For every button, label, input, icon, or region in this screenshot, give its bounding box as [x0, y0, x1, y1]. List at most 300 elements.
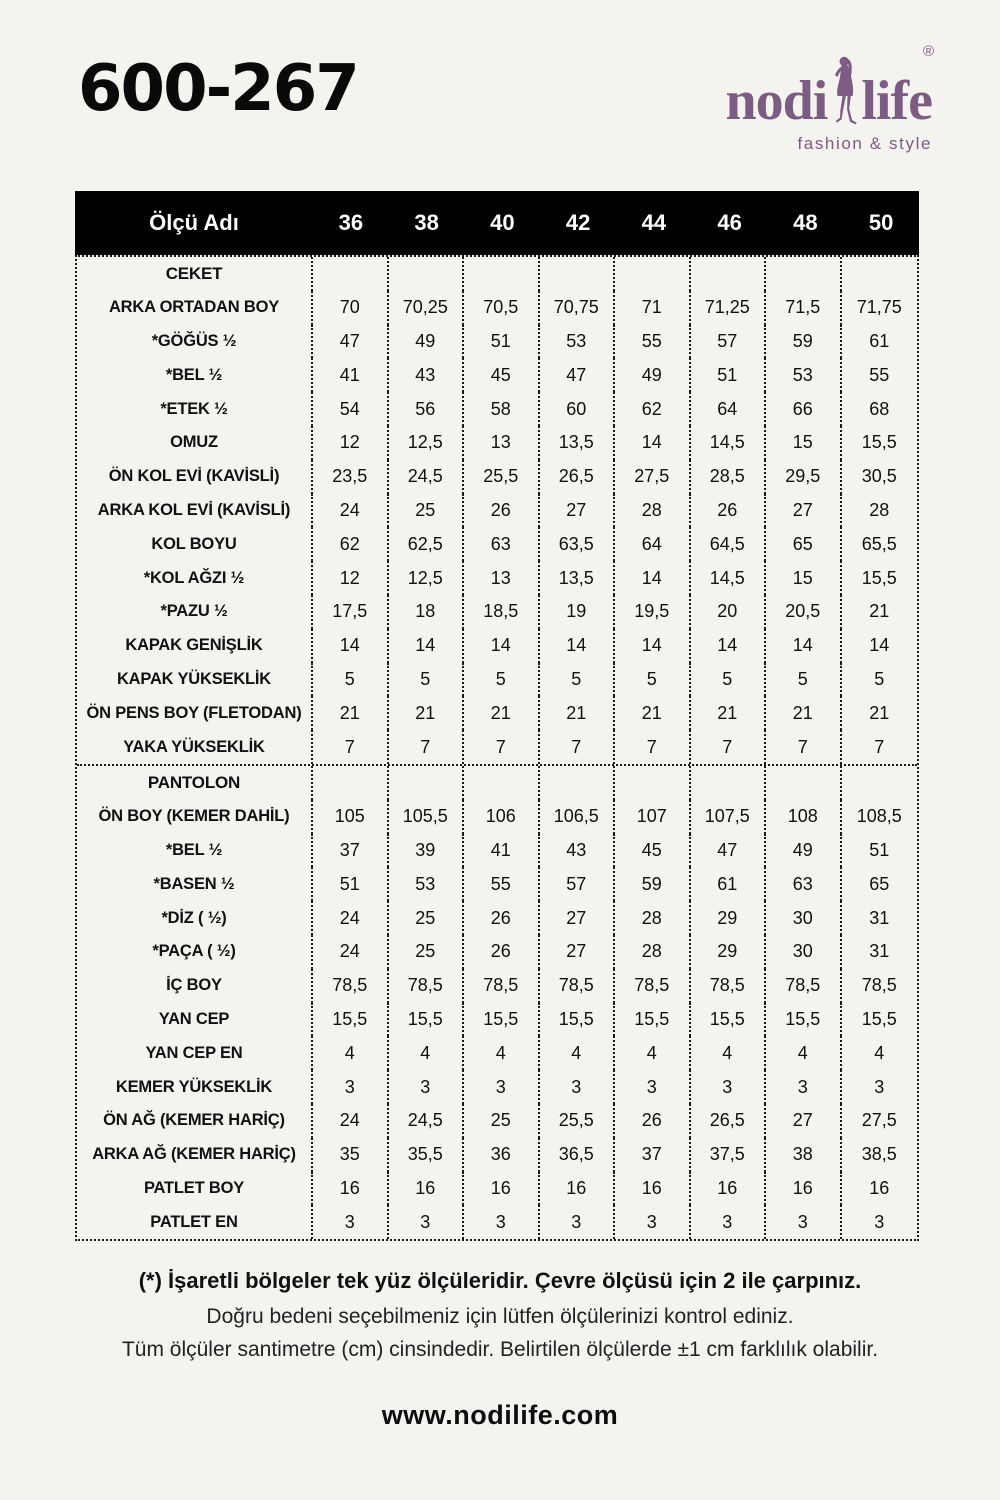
cell-value: 7	[464, 730, 540, 764]
cell-value: 4	[389, 1036, 465, 1070]
row-label: KEMER YÜKSEKLİK	[77, 1070, 313, 1104]
cell-value: 37	[313, 834, 389, 868]
cell-value: 16	[464, 1172, 540, 1206]
measurement-notes	[0, 1268, 1000, 1362]
cell-value: 15,5	[389, 1003, 465, 1037]
cell-value: 36	[464, 1138, 540, 1172]
cell-value: 65,5	[861, 533, 897, 554]
cell-value: 15,5	[540, 1003, 616, 1037]
cell-value: 71,25	[691, 291, 767, 325]
table-row	[77, 1205, 917, 1239]
cell-value: 108,5	[856, 806, 902, 827]
cell-value: 28,5	[691, 460, 767, 494]
cell-value: 28	[615, 494, 691, 528]
cell-value: 55	[869, 364, 890, 385]
row-label: ÖN BOY (KEMER DAHİL)	[77, 800, 313, 834]
cell-value: 3	[389, 1205, 465, 1239]
cell-value: 71,75	[856, 297, 902, 318]
empty-cell	[691, 766, 767, 800]
cell-value: 21	[869, 601, 890, 622]
cell-value: 30,5	[861, 466, 897, 487]
cell-value: 25,5	[540, 1104, 616, 1138]
cell-value: 105	[313, 800, 389, 834]
cell-value: 14	[313, 629, 389, 663]
cell-value: 27	[766, 1104, 842, 1138]
cell-value: 4	[691, 1036, 767, 1070]
woman-silhouette-icon	[830, 55, 860, 127]
cell-value: 108	[766, 800, 842, 834]
row-label: *ETEK ½	[77, 392, 313, 426]
empty-cell	[389, 257, 465, 291]
cell-value: 14	[691, 629, 767, 663]
cell-value: 3	[766, 1070, 842, 1104]
table-header-row	[75, 191, 919, 255]
cell-value: 30	[766, 935, 842, 969]
cell-value: 21	[464, 696, 540, 730]
row-label: *PAÇA ( ½)	[77, 935, 313, 969]
section-title-row	[77, 766, 917, 800]
cell-value: 63	[766, 867, 842, 901]
cell-value: 13,5	[540, 426, 616, 460]
empty-cell	[389, 766, 465, 800]
table-row	[77, 392, 917, 426]
cell-value: 41	[313, 358, 389, 392]
cell-value: 41	[464, 834, 540, 868]
cell-value: 17,5	[313, 595, 389, 629]
cell-value: 5	[313, 663, 389, 697]
cell-value: 7	[766, 730, 842, 764]
cell-value: 38,5	[861, 1144, 897, 1165]
logo-tagline: fashion & style	[797, 134, 932, 153]
row-label: PATLET BOY	[77, 1172, 313, 1206]
table-row	[77, 867, 917, 901]
empty-cell	[464, 257, 540, 291]
cell-value: 21	[615, 696, 691, 730]
cell-value: 35	[313, 1138, 389, 1172]
cell-value: 26	[464, 901, 540, 935]
cell-value: 107,5	[691, 800, 767, 834]
cell-value: 56	[389, 392, 465, 426]
cell-value: 21	[540, 696, 616, 730]
cell-value: 63	[464, 527, 540, 561]
cell-value: 16	[389, 1172, 465, 1206]
cell-value: 78,5	[615, 969, 691, 1003]
table-section-pantolon	[77, 764, 917, 1239]
cell-value: 20,5	[766, 595, 842, 629]
cell-value: 107	[615, 800, 691, 834]
note-units: Tüm ölçüler santimetre (cm) cinsindedir. Belirtilen ölçülerde ±1 cm farklılık olabilir.	[121, 1338, 879, 1361]
cell-value: 3	[540, 1205, 616, 1239]
section-title-label: CEKET	[77, 257, 313, 291]
table-row	[77, 291, 917, 325]
cell-value: 39	[389, 834, 465, 868]
note-check-measurements: Doğru bedeni seçebilmeniz için lütfen ölçülerinizi kontrol ediniz.	[206, 1305, 794, 1328]
cell-value: 5	[615, 663, 691, 697]
cell-value: 70,25	[389, 291, 465, 325]
cell-value: 4	[874, 1042, 885, 1063]
cell-value: 26,5	[691, 1104, 767, 1138]
table-row	[77, 663, 917, 697]
table-row	[77, 629, 917, 663]
cell-value: 15,5	[766, 1003, 842, 1037]
cell-value: 26	[691, 494, 767, 528]
cell-value: 16	[540, 1172, 616, 1206]
cell-value: 29	[691, 901, 767, 935]
cell-value: 36,5	[540, 1138, 616, 1172]
cell-value: 18	[389, 595, 465, 629]
cell-value: 53	[766, 358, 842, 392]
cell-value: 21	[389, 696, 465, 730]
cell-value: 78,5	[313, 969, 389, 1003]
empty-cell	[313, 766, 389, 800]
cell-value: 65	[869, 873, 890, 894]
cell-value: 24	[313, 1104, 389, 1138]
logo-text-life: life	[861, 70, 932, 133]
cell-value: 70,5	[464, 291, 540, 325]
cell-value: 3	[615, 1205, 691, 1239]
table-row	[77, 969, 917, 1003]
cell-value: 28	[615, 901, 691, 935]
cell-value: 14	[464, 629, 540, 663]
table-row	[77, 901, 917, 935]
cell-value: 25	[389, 935, 465, 969]
cell-value: 68	[869, 398, 890, 419]
cell-value: 70	[313, 291, 389, 325]
cell-value: 62,5	[389, 527, 465, 561]
cell-value: 4	[464, 1036, 540, 1070]
cell-value: 5	[389, 663, 465, 697]
cell-value: 13	[464, 426, 540, 460]
row-label: KAPAK GENİŞLİK	[77, 629, 313, 663]
cell-value: 70,75	[540, 291, 616, 325]
table-row	[77, 527, 917, 561]
product-code-title: 600-267	[78, 52, 358, 126]
section-title-label: PANTOLON	[77, 766, 313, 800]
cell-value: 49	[389, 325, 465, 359]
cell-value: 61	[869, 330, 890, 351]
cell-value: 3	[540, 1070, 616, 1104]
cell-value: 106,5	[540, 800, 616, 834]
cell-value: 25	[464, 1104, 540, 1138]
cell-value: 5	[766, 663, 842, 697]
row-label: YAN CEP EN	[77, 1036, 313, 1070]
table-row	[77, 1138, 917, 1172]
cell-value: 55	[615, 325, 691, 359]
cell-value: 7	[691, 730, 767, 764]
cell-value: 53	[389, 867, 465, 901]
cell-value: 53	[540, 325, 616, 359]
cell-value: 57	[540, 867, 616, 901]
cell-value: 23,5	[313, 460, 389, 494]
note-asterisk: (*) İşaretli bölgeler tek yüz ölçüleridir. Çevre ölçüsü için 2 ile çarpınız.	[138, 1268, 862, 1293]
cell-value: 3	[464, 1205, 540, 1239]
section-title-row	[77, 257, 917, 291]
cell-value: 24	[313, 935, 389, 969]
cell-value: 71	[615, 291, 691, 325]
header-size-44: 44	[641, 210, 667, 235]
cell-value: 64	[691, 392, 767, 426]
cell-value: 14,5	[691, 426, 767, 460]
cell-value: 78,5	[464, 969, 540, 1003]
row-label: ARKA ORTADAN BOY	[77, 291, 313, 325]
empty-cell	[766, 257, 842, 291]
cell-value: 58	[464, 392, 540, 426]
cell-value: 27,5	[615, 460, 691, 494]
empty-cell	[766, 766, 842, 800]
cell-value: 64,5	[691, 527, 767, 561]
cell-value: 15,5	[861, 567, 897, 588]
cell-value: 78,5	[861, 975, 897, 996]
cell-value: 3	[389, 1070, 465, 1104]
cell-value: 24	[313, 901, 389, 935]
table-row	[77, 358, 917, 392]
cell-value: 19	[540, 595, 616, 629]
cell-value: 7	[540, 730, 616, 764]
table-row	[77, 1172, 917, 1206]
size-chart-table	[75, 191, 919, 1241]
row-label: *PAZU ½	[77, 595, 313, 629]
cell-value: 15,5	[861, 1008, 897, 1029]
cell-value: 25	[389, 901, 465, 935]
cell-value: 37,5	[691, 1138, 767, 1172]
cell-value: 64	[615, 527, 691, 561]
cell-value: 57	[691, 325, 767, 359]
empty-cell	[691, 257, 767, 291]
cell-value: 27,5	[861, 1110, 897, 1131]
cell-value: 12,5	[389, 561, 465, 595]
cell-value: 3	[691, 1205, 767, 1239]
cell-value: 51	[313, 867, 389, 901]
cell-value: 12,5	[389, 426, 465, 460]
table-row	[77, 426, 917, 460]
row-label: ÖN PENS BOY (FLETODAN)	[77, 696, 313, 730]
cell-value: 16	[869, 1177, 890, 1198]
cell-value: 5	[540, 663, 616, 697]
table-row	[77, 730, 917, 764]
cell-value: 49	[615, 358, 691, 392]
cell-value: 78,5	[691, 969, 767, 1003]
table-row	[77, 595, 917, 629]
row-label: *DİZ ( ½)	[77, 901, 313, 935]
cell-value: 29,5	[766, 460, 842, 494]
cell-value: 14	[615, 426, 691, 460]
cell-value: 16	[766, 1172, 842, 1206]
cell-value: 47	[691, 834, 767, 868]
cell-value: 26	[464, 935, 540, 969]
cell-value: 7	[874, 736, 885, 757]
cell-value: 21	[869, 702, 890, 723]
table-row	[77, 460, 917, 494]
row-label: *BEL ½	[77, 834, 313, 868]
row-label: YAN CEP	[77, 1003, 313, 1037]
cell-value: 60	[540, 392, 616, 426]
row-label: *BEL ½	[77, 358, 313, 392]
header-measure-name-label: Ölçü Adı	[149, 210, 239, 235]
table-row	[77, 1070, 917, 1104]
cell-value: 14	[615, 629, 691, 663]
cell-value: 14	[540, 629, 616, 663]
cell-value: 13	[464, 561, 540, 595]
row-label: *KOL AĞZI ½	[77, 561, 313, 595]
row-label: PATLET EN	[77, 1205, 313, 1239]
cell-value: 4	[313, 1036, 389, 1070]
cell-value: 37	[615, 1138, 691, 1172]
cell-value: 28	[869, 499, 890, 520]
row-label: KOL BOYU	[77, 527, 313, 561]
registered-trademark-icon: ®	[922, 43, 934, 60]
cell-value: 27	[766, 494, 842, 528]
cell-value: 15	[766, 426, 842, 460]
cell-value: 45	[615, 834, 691, 868]
cell-value: 66	[766, 392, 842, 426]
cell-value: 78,5	[540, 969, 616, 1003]
cell-value: 47	[313, 325, 389, 359]
cell-value: 5	[691, 663, 767, 697]
row-label: ÖN AĞ (KEMER HARİÇ)	[77, 1104, 313, 1138]
table-row	[77, 325, 917, 359]
row-label: *GÖĞÜS ½	[77, 325, 313, 359]
cell-value: 63,5	[540, 527, 616, 561]
cell-value: 65	[766, 527, 842, 561]
cell-value: 51	[869, 839, 890, 860]
cell-value: 43	[389, 358, 465, 392]
cell-value: 15,5	[464, 1003, 540, 1037]
cell-value: 43	[540, 834, 616, 868]
cell-value: 3	[313, 1070, 389, 1104]
cell-value: 3	[313, 1205, 389, 1239]
row-label: İÇ BOY	[77, 969, 313, 1003]
cell-value: 14	[869, 635, 890, 656]
cell-value: 78,5	[389, 969, 465, 1003]
empty-cell	[615, 766, 691, 800]
table-row	[77, 696, 917, 730]
cell-value: 20	[691, 595, 767, 629]
header-size-36: 36	[338, 210, 364, 235]
cell-value: 27	[540, 935, 616, 969]
header-size-42: 42	[565, 210, 591, 235]
row-label: YAKA YÜKSEKLİK	[77, 730, 313, 764]
cell-value: 47	[540, 358, 616, 392]
cell-value: 3	[691, 1070, 767, 1104]
cell-value: 14	[389, 629, 465, 663]
empty-cell	[464, 766, 540, 800]
cell-value: 27	[540, 494, 616, 528]
table-row	[77, 800, 917, 834]
cell-value: 3	[874, 1076, 885, 1097]
cell-value: 61	[691, 867, 767, 901]
cell-value: 12	[313, 561, 389, 595]
cell-value: 24,5	[389, 460, 465, 494]
cell-value: 51	[464, 325, 540, 359]
cell-value: 5	[874, 668, 885, 689]
table-row	[77, 834, 917, 868]
cell-value: 21	[691, 696, 767, 730]
table-section-ceket	[77, 257, 917, 764]
cell-value: 62	[313, 527, 389, 561]
row-label: KAPAK YÜKSEKLİK	[77, 663, 313, 697]
cell-value: 16	[313, 1172, 389, 1206]
empty-cell	[615, 257, 691, 291]
cell-value: 12	[313, 426, 389, 460]
row-label: ARKA AĞ (KEMER HARİÇ)	[77, 1138, 313, 1172]
cell-value: 62	[615, 392, 691, 426]
row-label: ÖN KOL EVİ (KAVİSLİ)	[77, 460, 313, 494]
cell-value: 15,5	[861, 432, 897, 453]
cell-value: 18,5	[464, 595, 540, 629]
cell-value: 19,5	[615, 595, 691, 629]
cell-value: 38	[766, 1138, 842, 1172]
row-label: *BASEN ½	[77, 867, 313, 901]
brand-logo	[667, 43, 934, 165]
cell-value: 71,5	[766, 291, 842, 325]
empty-cell	[842, 257, 918, 291]
cell-value: 21	[766, 696, 842, 730]
empty-cell	[540, 257, 616, 291]
cell-value: 16	[615, 1172, 691, 1206]
logo-text-nodi: nodi	[725, 70, 828, 133]
cell-value: 24	[313, 494, 389, 528]
table-row	[77, 561, 917, 595]
cell-value: 7	[389, 730, 465, 764]
cell-value: 26	[464, 494, 540, 528]
cell-value: 31	[869, 941, 890, 962]
table-row	[77, 1036, 917, 1070]
cell-value: 15,5	[691, 1003, 767, 1037]
cell-value: 26,5	[540, 460, 616, 494]
cell-value: 25,5	[464, 460, 540, 494]
header-size-50: 50	[868, 210, 894, 235]
cell-value: 35,5	[389, 1138, 465, 1172]
cell-value: 15	[766, 561, 842, 595]
cell-value: 13,5	[540, 561, 616, 595]
row-label: OMUZ	[77, 426, 313, 460]
table-row	[77, 1104, 917, 1138]
cell-value: 4	[615, 1036, 691, 1070]
cell-value: 3	[464, 1070, 540, 1104]
cell-value: 59	[766, 325, 842, 359]
cell-value: 4	[766, 1036, 842, 1070]
cell-value: 45	[464, 358, 540, 392]
header-size-40: 40	[490, 210, 515, 235]
table-row	[77, 935, 917, 969]
cell-value: 25	[389, 494, 465, 528]
cell-value: 21	[313, 696, 389, 730]
table-row	[77, 494, 917, 528]
cell-value: 54	[313, 392, 389, 426]
row-label: ARKA KOL EVİ (KAVİSLİ)	[77, 494, 313, 528]
table-row	[77, 1003, 917, 1037]
cell-value: 15,5	[615, 1003, 691, 1037]
cell-value: 16	[691, 1172, 767, 1206]
cell-value: 106	[464, 800, 540, 834]
cell-value: 5	[464, 663, 540, 697]
cell-value: 3	[766, 1205, 842, 1239]
cell-value: 14,5	[691, 561, 767, 595]
cell-value: 14	[615, 561, 691, 595]
cell-value: 15,5	[313, 1003, 389, 1037]
header-size-38: 38	[414, 210, 439, 235]
cell-value: 27	[540, 901, 616, 935]
cell-value: 24,5	[389, 1104, 465, 1138]
empty-cell	[842, 766, 918, 800]
cell-value: 55	[464, 867, 540, 901]
cell-value: 26	[615, 1104, 691, 1138]
cell-value: 59	[615, 867, 691, 901]
header-size-46: 46	[717, 210, 742, 235]
cell-value: 29	[691, 935, 767, 969]
cell-value: 14	[766, 629, 842, 663]
cell-value: 7	[313, 730, 389, 764]
